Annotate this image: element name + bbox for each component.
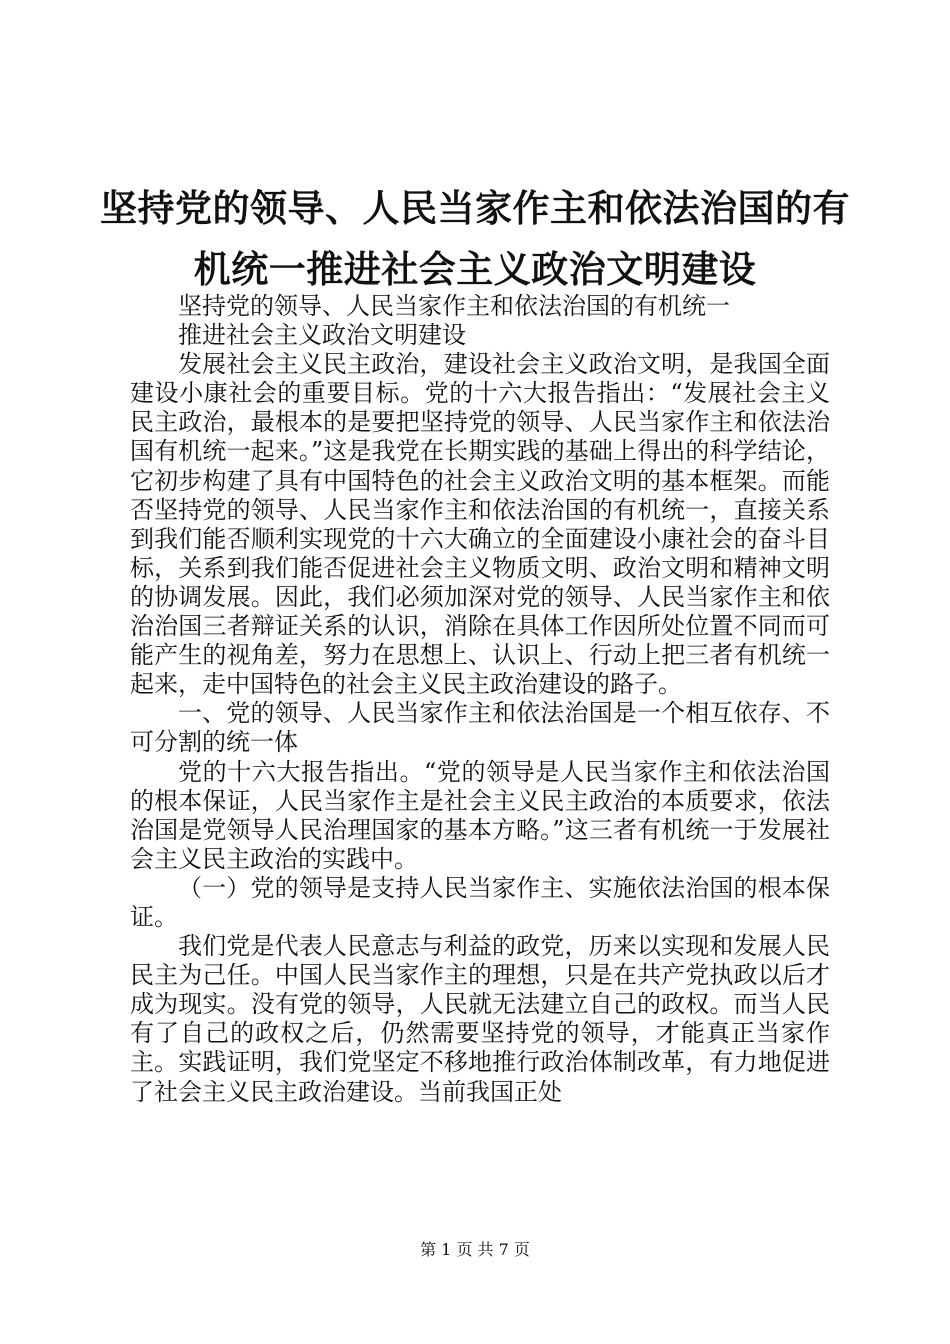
page-footer: 第 1 页 共 7 页 (420, 1240, 530, 1259)
document-title-line-2: 机统一推进社会主义政治文明建设 (193, 247, 757, 291)
subtitle-line-2: 推进社会主义政治文明建设 (178, 321, 466, 350)
paragraph-party-role: 我们党是代表人民意志与利益的政党，历来以实现和发展人民民主为己任。中国人民当家作主的理想，只是在共产党执政以后才成为现实。没有党的领导，人民就无法建立自己的政权。而当人民有了自己的政权之后，仍然需要坚持党的领导，才能真正当家作主。实践证明，我们党坚定不移地推行政治体制改革，有力地促进了社会主义民主政治建设。当前我国正处 (130, 932, 830, 1106)
subsection-heading-1: （一）党的领导是支持人民当家作主、实施依法治国的根本保证。 (130, 873, 830, 931)
paragraph-intro: 发展社会主义民主政治，建设社会主义政治文明，是我国全面建设小康社会的重要目标。党的十六大报告指出：“发展社会主义民主政治，最根本的是要把坚持党的领导、人民当家作主和依法治国有机统一起来。”这是我党在长期实践的基础上得出的科学结论，它初步构建了具有中国特色的社会主义政治文明的基本框架。而能否坚持党的领导、人民当家作主和依法治国的有机统一，直接关系到我们能否顺利实现党的十六大确立的全面建设小康社会的奋斗目标，关系到我们能否促进社会主义物质文明、政治文明和精神文明的协调发展。因此，我们必须加深对党的领导、人民当家作主和依治治国三者辩证关系的认识，消除在具体工作因所处位置不同而可能产生的视角差，努力在思想上、认识上、行动上把三者有机统一起来，走中国特色的社会主义民主政治建设的路子。 (130, 350, 830, 699)
section-heading-1: 一、党的领导、人民当家作主和依法治国是一个相互依存、不可分割的统一体 (130, 699, 830, 757)
document-body (130, 292, 830, 1107)
document-title-line-1: 坚持党的领导、人民当家作主和依法治国的有 (100, 186, 850, 230)
subtitle-line-1: 坚持党的领导、人民当家作主和依法治国的有机统一 (178, 292, 730, 320)
paragraph-report-quote: 党的十六大报告指出。“党的领导是人民当家作主和依法治国的根本保证，人民当家作主是社会主义民主政治的本质要求，依法治国是党领导人民治理国家的基本方略。”这三者有机统一于发展社会主义民主政治的实践中。 (130, 757, 830, 873)
